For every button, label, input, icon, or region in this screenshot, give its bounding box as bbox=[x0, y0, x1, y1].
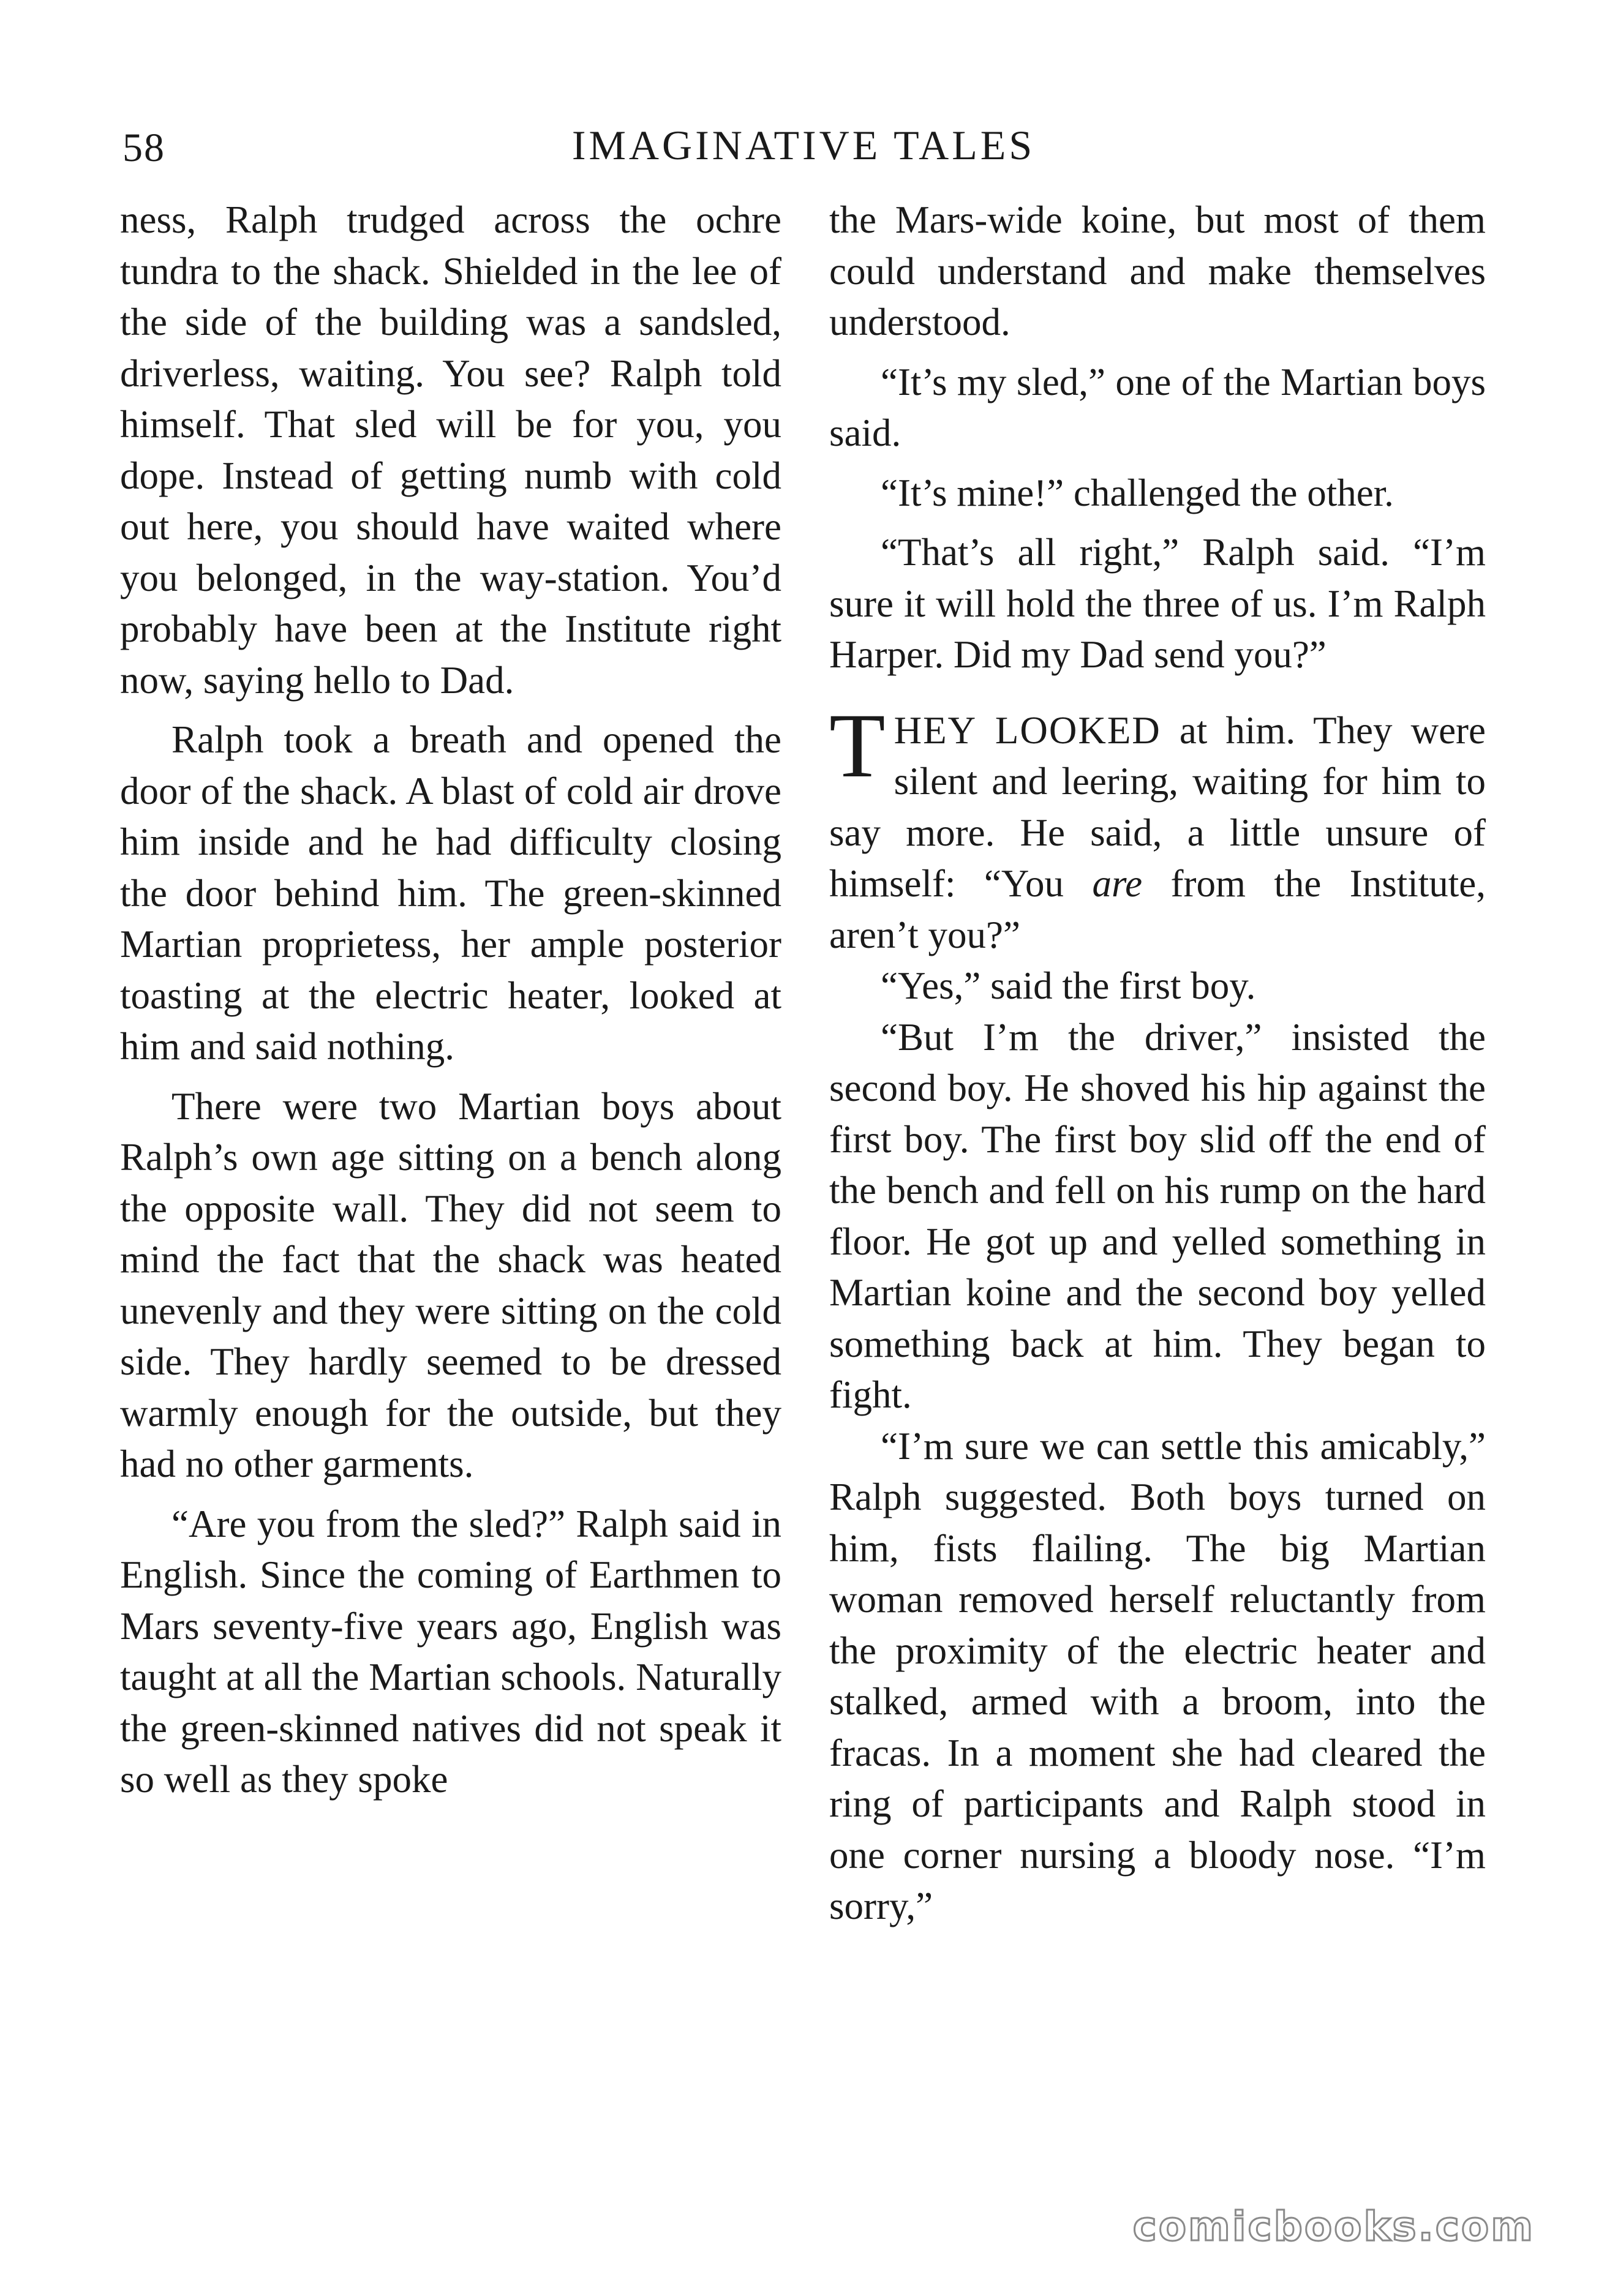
paragraph: “Yes,” said the first boy. bbox=[881, 964, 1256, 1007]
lead-in-caps: HEY LOOKED bbox=[894, 708, 1161, 752]
paragraph-text: at him. They were silent and leering, waiting for him to say more. He said, a little unsure of himself: “You bbox=[829, 708, 1486, 905]
paragraph: the Mars-wide koine, but most of them could understand and make themselves understood. bbox=[829, 198, 1486, 343]
paragraph: There were two Martian boys about Ralph’s own age sitting on a bench along the opposite wall. They did not seem to mind the fact that the shack was heated unevenly and they were sitting on the cold side. They hardly seemed to be dressed warmly enough for the outside, but they had no other garments. bbox=[120, 1084, 781, 1485]
paragraph: “It’s my sled,” one of the Martian boys said. bbox=[829, 360, 1486, 454]
paragraph: “It’s mine!” challenged the other. bbox=[881, 471, 1394, 514]
watermark: comicbooks.com bbox=[1132, 2203, 1535, 2250]
drop-cap: T bbox=[829, 694, 886, 797]
paragraph: ness, Ralph trudged across the ochre tundra to the shack. Shielded in the lee of the side of the building was a sandsled, driverless, waiting. You see? Ralph told himself. That sled will be for you, you dope. Instead of getting numb with cold out here, you should have waited where you belonged, in the way-station. You’d probably have been at the Institute right now, saying hello to Dad. bbox=[120, 198, 781, 702]
right-column bbox=[829, 195, 1486, 1932]
section-opening-paragraph bbox=[829, 694, 1486, 961]
running-head bbox=[116, 116, 1491, 184]
paragraph: “I’m sure we can settle this amicably,” Ralph suggested. Both boys turned on him, fists flailing. The big Martian woman removed herself reluctantly from the proximity of the electric heater and stalked, armed with a broom, into the fracas. In a moment she had cleared the ring of participants and Ralph stood in one corner nursing a bloody nose. “I’m sorry,” bbox=[829, 1424, 1486, 1927]
paragraph: “That’s all right,” Ralph said. “I’m sure it will hold the three of us. I’m Ralph Harper. Did my Dad send you?” bbox=[829, 531, 1486, 676]
journal-title: IMAGINATIVE TALES bbox=[571, 122, 1036, 168]
paragraph: “But I’m the driver,” insisted the second boy. He shoved his hip against the first boy. The first boy slid off the end of the bench and fell on his rump on the hard floor. He got up and yelled something in Martian koine and the second boy yelled something back at him. They began to fight. bbox=[829, 1015, 1486, 1416]
paragraph-text: from the Institute, aren’t you?” bbox=[829, 862, 1486, 956]
left-column bbox=[120, 195, 781, 1806]
emphasis-text: are bbox=[1092, 862, 1143, 905]
paragraph: “Are you from the sled?” Ralph said in English. Since the coming of Earthmen to Mars seventy-five years ago, English was taught at all the Martian schools. Naturally the green-skinned natives did not speak it so well as they spoke bbox=[120, 1502, 781, 1801]
paragraph: Ralph took a breath and opened the door of the shack. A blast of cold air drove him inside and he had difficulty closing the door behind him. The green-skinned Martian proprietess, her ample posterior toasting at the electric heater, looked at him and said nothing. bbox=[120, 718, 781, 1068]
page-number: 58 bbox=[122, 126, 165, 170]
